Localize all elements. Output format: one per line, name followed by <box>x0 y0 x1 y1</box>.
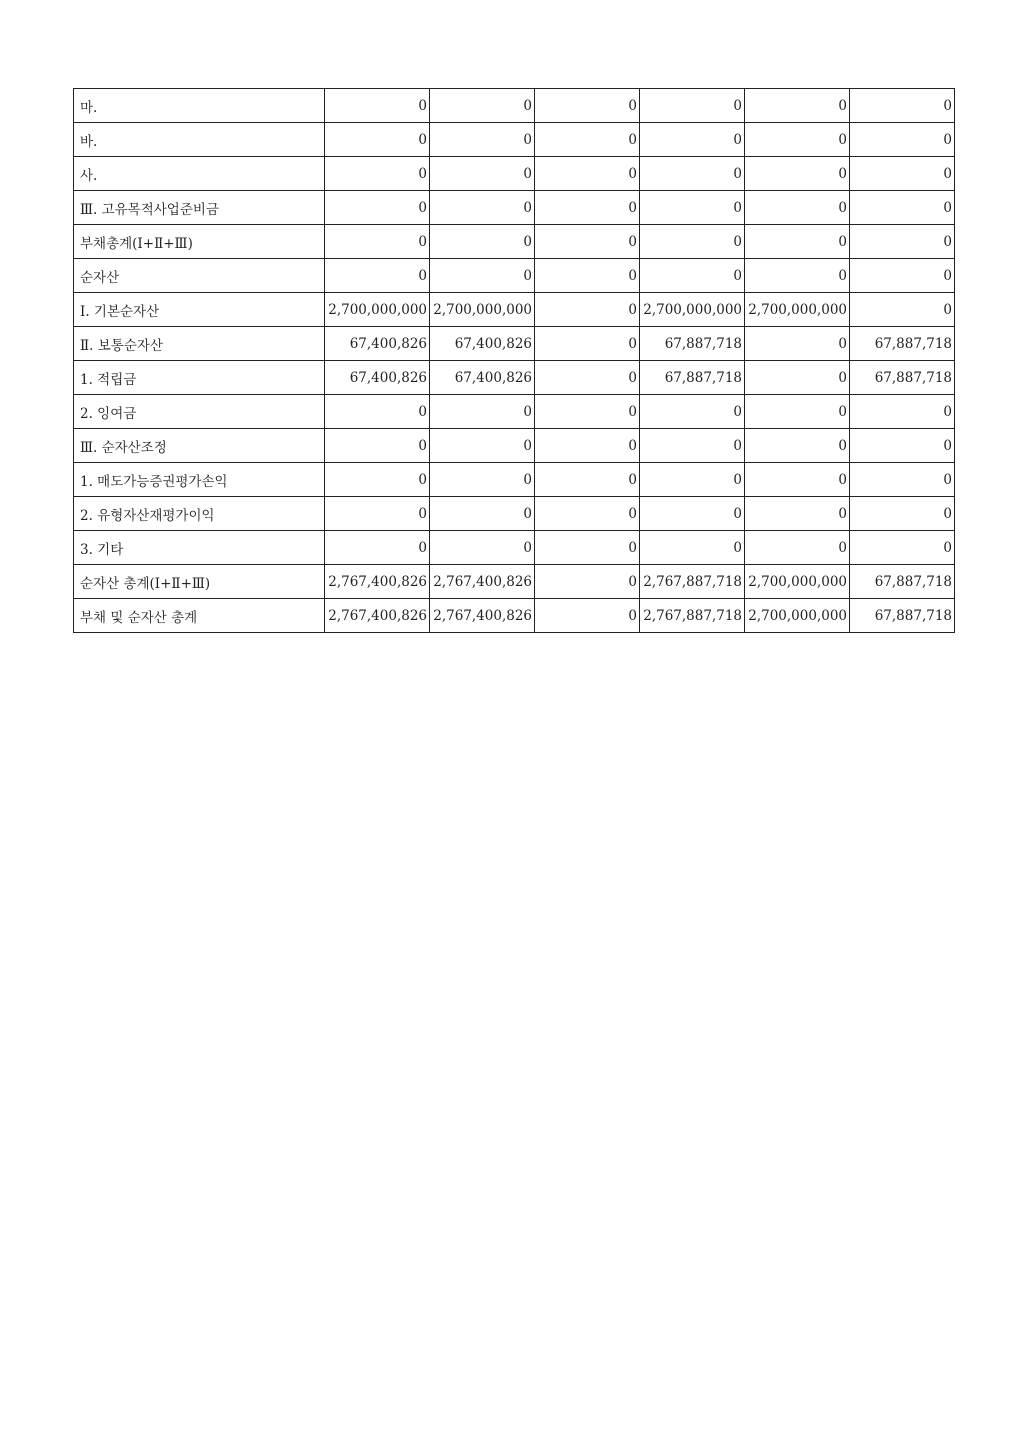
value-cell: 0 <box>745 429 850 463</box>
table-row <box>74 497 955 531</box>
row-label: 부채 및 순자산 총계 <box>74 599 325 633</box>
table-row <box>74 531 955 565</box>
value-cell: 0 <box>535 361 640 395</box>
value-cell: 0 <box>430 225 535 259</box>
value-cell: 67,400,826 <box>430 327 535 361</box>
value-cell: 0 <box>535 395 640 429</box>
value-cell: 0 <box>745 531 850 565</box>
table-row <box>74 395 955 429</box>
value-cell: 0 <box>850 429 955 463</box>
value-cell: 0 <box>325 157 430 191</box>
value-cell: 0 <box>325 191 430 225</box>
value-cell: 67,887,718 <box>640 327 745 361</box>
value-cell: 2,700,000,000 <box>640 293 745 327</box>
value-cell: 0 <box>535 157 640 191</box>
value-cell: 0 <box>745 395 850 429</box>
row-label: 사. <box>74 157 325 191</box>
value-cell: 0 <box>745 89 850 123</box>
row-label: 2. 잉여금 <box>74 395 325 429</box>
value-cell: 0 <box>430 531 535 565</box>
value-cell: 0 <box>325 89 430 123</box>
table-row <box>74 565 955 599</box>
value-cell: 0 <box>640 191 745 225</box>
value-cell: 2,700,000,000 <box>430 293 535 327</box>
value-cell: 0 <box>640 123 745 157</box>
value-cell: 0 <box>325 123 430 157</box>
value-cell: 0 <box>430 395 535 429</box>
value-cell: 0 <box>535 293 640 327</box>
value-cell: 2,767,400,826 <box>430 599 535 633</box>
value-cell: 67,887,718 <box>850 361 955 395</box>
value-cell: 0 <box>745 497 850 531</box>
value-cell: 0 <box>640 157 745 191</box>
row-label: 순자산 총계(Ⅰ+Ⅱ+Ⅲ) <box>74 565 325 599</box>
value-cell: 0 <box>325 225 430 259</box>
value-cell: 2,767,400,826 <box>325 565 430 599</box>
value-cell: 0 <box>325 429 430 463</box>
value-cell: 0 <box>535 191 640 225</box>
value-cell: 0 <box>430 123 535 157</box>
value-cell: 0 <box>850 225 955 259</box>
table-row <box>74 225 955 259</box>
value-cell: 2,767,887,718 <box>640 599 745 633</box>
value-cell: 0 <box>745 361 850 395</box>
row-label: 부채총계(Ⅰ+Ⅱ+Ⅲ) <box>74 225 325 259</box>
value-cell: 0 <box>535 565 640 599</box>
value-cell: 0 <box>430 429 535 463</box>
value-cell: 0 <box>535 259 640 293</box>
value-cell: 0 <box>430 191 535 225</box>
value-cell: 0 <box>535 599 640 633</box>
row-label: 바. <box>74 123 325 157</box>
row-label: 1. 매도가능증권평가손익 <box>74 463 325 497</box>
table-body <box>74 89 955 633</box>
table-row <box>74 123 955 157</box>
row-label: 마. <box>74 89 325 123</box>
value-cell: 0 <box>535 327 640 361</box>
value-cell: 67,887,718 <box>640 361 745 395</box>
value-cell: 0 <box>850 89 955 123</box>
value-cell: 0 <box>640 531 745 565</box>
value-cell: 0 <box>745 191 850 225</box>
value-cell: 0 <box>640 225 745 259</box>
value-cell: 0 <box>745 259 850 293</box>
value-cell: 0 <box>535 531 640 565</box>
value-cell: 0 <box>535 497 640 531</box>
value-cell: 0 <box>535 123 640 157</box>
value-cell: 0 <box>640 463 745 497</box>
value-cell: 0 <box>850 395 955 429</box>
value-cell: 0 <box>640 429 745 463</box>
value-cell: 0 <box>535 463 640 497</box>
table-row <box>74 89 955 123</box>
value-cell: 0 <box>850 123 955 157</box>
row-label: Ⅱ. 보통순자산 <box>74 327 325 361</box>
value-cell: 0 <box>430 157 535 191</box>
value-cell: 0 <box>640 395 745 429</box>
value-cell: 0 <box>325 463 430 497</box>
value-cell: 0 <box>850 463 955 497</box>
value-cell: 2,700,000,000 <box>325 293 430 327</box>
value-cell: 0 <box>640 497 745 531</box>
table-row <box>74 327 955 361</box>
table-row <box>74 191 955 225</box>
value-cell: 0 <box>640 89 745 123</box>
balance-sheet-table <box>73 88 955 633</box>
row-label: Ⅲ. 고유목적사업준비금 <box>74 191 325 225</box>
value-cell: 0 <box>325 531 430 565</box>
table-row <box>74 157 955 191</box>
value-cell: 2,767,400,826 <box>430 565 535 599</box>
table-row <box>74 361 955 395</box>
value-cell: 2,700,000,000 <box>745 565 850 599</box>
table-row <box>74 463 955 497</box>
row-label: 2. 유형자산재평가이익 <box>74 497 325 531</box>
value-cell: 0 <box>535 89 640 123</box>
value-cell: 0 <box>850 157 955 191</box>
value-cell: 0 <box>535 429 640 463</box>
value-cell: 0 <box>745 123 850 157</box>
value-cell: 0 <box>745 225 850 259</box>
value-cell: 0 <box>850 497 955 531</box>
value-cell: 0 <box>430 89 535 123</box>
value-cell: 67,400,826 <box>325 327 430 361</box>
row-label: 3. 기타 <box>74 531 325 565</box>
value-cell: 0 <box>745 327 850 361</box>
value-cell: 0 <box>535 225 640 259</box>
value-cell: 0 <box>325 395 430 429</box>
value-cell: 0 <box>325 259 430 293</box>
row-label: 1. 적립금 <box>74 361 325 395</box>
value-cell: 2,700,000,000 <box>745 293 850 327</box>
row-label: Ⅲ. 순자산조정 <box>74 429 325 463</box>
value-cell: 0 <box>745 157 850 191</box>
value-cell: 2,700,000,000 <box>745 599 850 633</box>
value-cell: 0 <box>850 293 955 327</box>
value-cell: 67,887,718 <box>850 327 955 361</box>
value-cell: 2,767,400,826 <box>325 599 430 633</box>
value-cell: 0 <box>640 259 745 293</box>
value-cell: 0 <box>850 191 955 225</box>
value-cell: 67,887,718 <box>850 599 955 633</box>
value-cell: 67,887,718 <box>850 565 955 599</box>
value-cell: 0 <box>430 497 535 531</box>
value-cell: 0 <box>745 463 850 497</box>
value-cell: 0 <box>325 497 430 531</box>
value-cell: 0 <box>850 259 955 293</box>
value-cell: 67,400,826 <box>325 361 430 395</box>
table-row <box>74 599 955 633</box>
row-label: 순자산 <box>74 259 325 293</box>
value-cell: 0 <box>850 531 955 565</box>
value-cell: 0 <box>430 259 535 293</box>
row-label: Ⅰ. 기본순자산 <box>74 293 325 327</box>
table-row <box>74 429 955 463</box>
value-cell: 0 <box>430 463 535 497</box>
table-row <box>74 259 955 293</box>
value-cell: 67,400,826 <box>430 361 535 395</box>
value-cell: 2,767,887,718 <box>640 565 745 599</box>
table-row <box>74 293 955 327</box>
